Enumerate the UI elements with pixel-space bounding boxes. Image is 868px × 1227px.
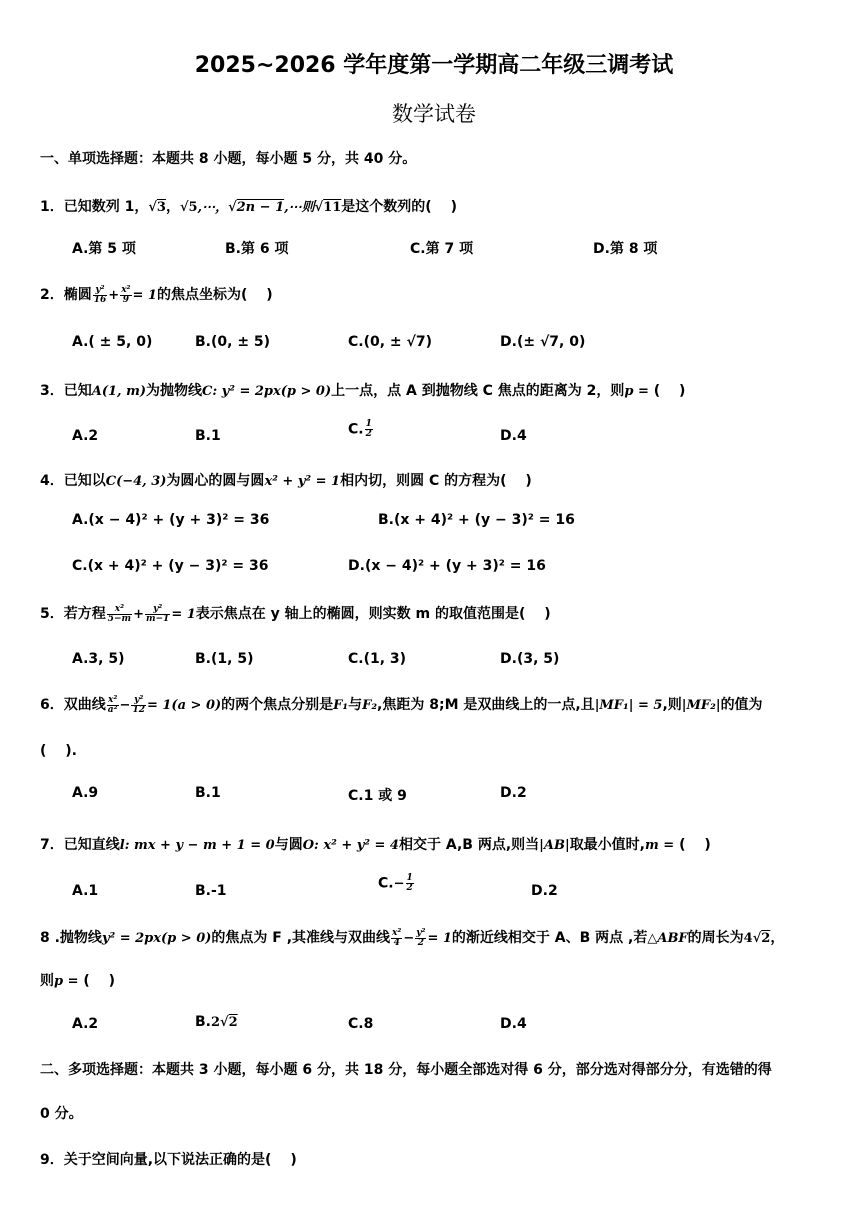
q6-option-c: C.1 或 9 [348,788,407,804]
q8-option-c: C.8 [348,1016,374,1032]
q2-option-d: D.(± √7, 0) [500,334,586,350]
q7-option-b: B.-1 [195,883,227,899]
q3-option-a: A.2 [72,428,99,444]
question-8-line-2: 则p = ( ) [40,973,116,989]
q5-frac-2: $\frac{\text{y²}}{m-1}$ [145,603,170,624]
q6-frac-2: $\frac{\text{y²}}{12}$ [132,694,145,715]
question-4: 4．已知以C(−4, 3)为圆心的圆与圆x² + y² = 1相内切，则圆 C 的方程为( ) [40,473,532,489]
q4-option-d: D.(x − 4)² + (y + 3)² = 16 [348,558,546,574]
question-5: 5．若方程 $\frac{\text{x²}}{5-m}$ + $\frac{\text{y²}}{m-1}$ = 1表示焦点在 y 轴上的椭圆，则实数 m 的取值范围是( ) [40,603,551,624]
exam-subtitle: 数学试卷 [392,102,476,126]
q1-sqrt3: √3 [148,200,166,215]
q2-frac-1: $\frac{\text{y²}}{16}$ [93,284,107,305]
q8-option-b: B.2√2 [195,1014,238,1030]
q7-option-a: A.1 [72,883,99,899]
q8-option-a: A.2 [72,1016,99,1032]
question-8: 8 .抛物线y² = 2px(p > 0)的焦点为 F ,其准线与双曲线 $\frac{\text{x²}}{4}$ − $\frac{\text{y²}}{2}$ = 1的渐近线相交于 A、B 两点 ,若△ABF的周长为4√2， [40,927,785,948]
question-1: 1．已知数列 1，√3，√5,⋯，√2n − 1,⋯则√11是这个数列的( ) [40,199,457,215]
q5-option-d: D.(3, 5) [500,651,560,667]
q8-frac-2: $\frac{\text{y²}}{2}$ [416,927,426,948]
q4-option-c: C.(x + 4)² + (y − 3)² = 36 [72,558,269,574]
q3-option-d: D.4 [500,428,527,444]
q1-sqrt-2n-1: √2n − 1 [228,200,285,215]
q1-text: 1．已知数列 1， [40,199,149,215]
q2-option-a: A.( ± 5, 0) [72,334,153,350]
q5-option-a: A.3, 5) [72,651,125,667]
q1-option-d: D.第 8 项 [593,241,658,257]
q2-frac-2: $\frac{\text{x²}}{9}$ [121,284,131,305]
question-6-line-2: ( ). [40,743,77,759]
q7-option-c: C.− $\frac{1}{2}$ [378,873,413,893]
q3-option-c: C. $\frac{1}{2}$ [348,419,372,439]
q4-option-a: A.(x − 4)² + (y + 3)² = 36 [72,512,270,528]
question-7: 7．已知直线l: mx + y − m + 1 = 0与圆O: x² + y² = 4相交于 A,B 两点,则当|AB|取最小值时,m = ( ) [40,837,711,853]
q1-option-a: A.第 5 项 [72,241,136,257]
q7-option-d: D.2 [531,883,558,899]
question-3: 3．已知A(1, m)为抛物线C: y² = 2px(p > 0)上一点，点 A 到抛物线 C 焦点的距离为 2，则p = ( ) [40,383,686,399]
section-2-heading-line-2: 0 分。 [40,1106,83,1122]
q6-option-a: A.9 [72,785,99,801]
question-2: 2．椭圆 $\frac{\text{y²}}{16}$ + $\frac{\text{x²}}{9}$ = 1的焦点坐标为( ) [40,284,273,305]
q6-option-d: D.2 [500,785,527,801]
exam-title: 2025~2026 学年度第一学期高二年级三调考试 [194,53,674,78]
q6-option-b: B.1 [195,785,221,801]
q5-option-b: B.(1, 5) [195,651,254,667]
q8-option-d: D.4 [500,1016,527,1032]
q5-frac-1: $\frac{\text{x²}}{5-m}$ [107,603,132,624]
q2-option-b: B.(0, ± 5) [195,334,271,350]
section-1-heading: 一、单项选择题：本题共 8 小题，每小题 5 分，共 40 分。 [40,151,417,167]
q4-option-b: B.(x + 4)² + (y − 3)² = 16 [378,512,575,528]
q8-frac-1: $\frac{\text{x²}}{4}$ [392,927,402,948]
section-2-heading: 二、多项选择题：本题共 3 小题，每小题 6 分，共 18 分，每小题全部选对得 6 分，部分选对得部分分，有选错的得 [40,1062,772,1078]
q3-option-b: B.1 [195,428,221,444]
q2-option-c: C.(0, ± √7) [348,334,433,350]
q1-option-b: B.第 6 项 [225,241,289,257]
question-9: 9．关于空间向量,以下说法正确的是( ) [40,1152,297,1168]
q6-frac-1: $\frac{\text{x²}}{\text{a²}}$ [107,694,118,715]
q1-option-c: C.第 7 项 [410,241,474,257]
question-6: 6．双曲线 $\frac{\text{x²}}{\text{a²}}$ − $\frac{\text{y²}}{12}$ = 1(a > 0)的两个焦点分别是F₁与F₂,焦距为 8;M 是双曲线上的一点,且|MF₁| = 5,则|MF₂|的值为 [40,694,763,715]
q1-sqrt11: √11 [314,200,342,215]
q5-option-c: C.(1, 3) [348,651,407,667]
q1-sqrt5: √5 [179,200,198,215]
